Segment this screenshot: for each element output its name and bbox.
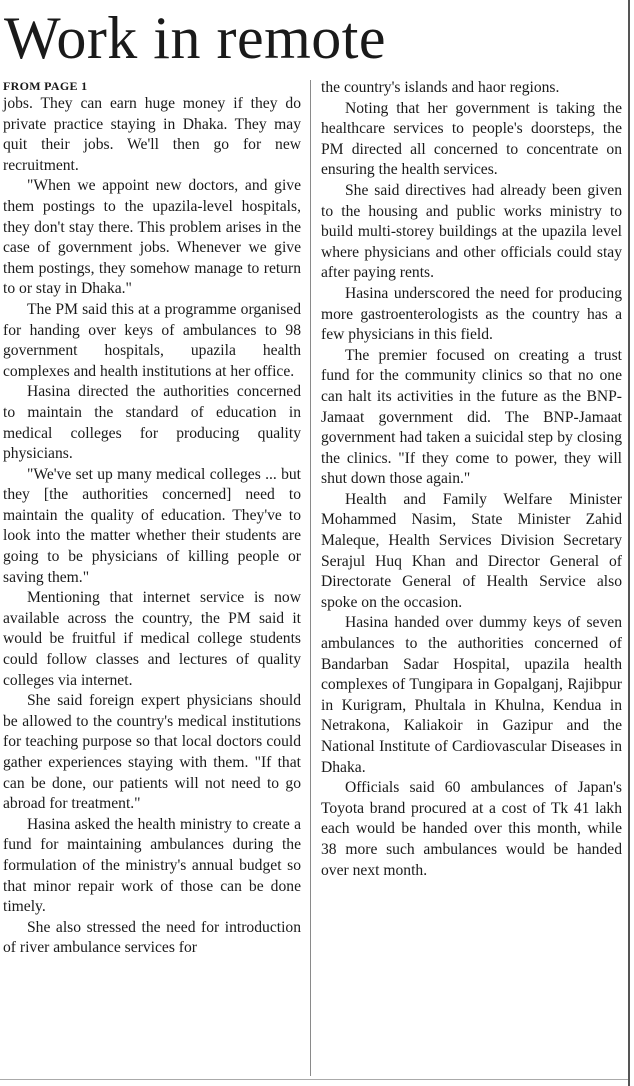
article-paragraph: Hasina handed over dummy keys of seven ambulances to the authorities concerned of Bandarban Sadar Hospital, upazila health complexes of Tungipara in Gopalganj, Rajibpur in Kurigram, Phultala in Khulna, Kendua in Netrakona, Kaliakoir in Gazipur and the National Institute of Cardiovascular Diseases in Dhaka. xyxy=(321,614,622,776)
article-paragraph: She said foreign expert physicians should be allowed to the country's medical institutions for teaching purpose so that local doctors could gather experiences staying with them. "If that can be done, our patients will not need to go abroad for treatment." xyxy=(3,692,301,813)
article-paragraph: Mentioning that internet service is now available across the country, the PM said it would be fruitful if medical college students could follow classes and lectures of quality colleges via internet. xyxy=(3,589,301,689)
article-paragraph: She said directives had already been given to the housing and public works ministry to build multi-storey buildings at the upazila level where physicians and other officials could stay after paying rents. xyxy=(321,181,622,282)
headline: Work in remote xyxy=(4,5,387,71)
article-paragraph: The PM said this at a programme organised for handing over keys of ambulances to 98 government hospitals, upazila health complexes and health institutions at her office. xyxy=(3,300,301,380)
article-paragraph: Noting that her government is taking the healthcare services to people's doorsteps, the PM directed all concerned to concentrate on ensuring the health services. xyxy=(321,99,622,179)
right-column xyxy=(321,78,622,881)
article-paragraph: Officials said 60 ambulances of Japan's Toyota brand procured at a cost of Tk 41 lakh each would be handed over this month, while 38 more such ambulances would be handed over next month. xyxy=(321,779,622,879)
bottom-rule xyxy=(0,1079,628,1080)
article-paragraph: Hasina underscored the need for producing more gastroenterologists as the country has a few physicians in this field. xyxy=(321,284,622,344)
right-edge-rule xyxy=(628,0,630,1086)
article-paragraph: The premier focused on creating a trust fund for the community clinics so that no one can halt its activities in the future as the BNP-Jamaat government did. The BNP-Jamaat government had taken a suicidal step by closing the clinics. "If they come to power, they will shut down those again." xyxy=(321,346,622,488)
article-paragraph: jobs. They can earn huge money if they do private practice staying in Dhaka. They may quit their jobs. We'll then go for new recruitment. xyxy=(3,95,301,174)
article-paragraph: "We've set up many medical colleges ... but they [the authorities concerned] need to maintain the quality of education. They've to look into the matter whether their students are going to be physicians of killing people or saving them." xyxy=(3,465,301,586)
article-paragraph: She also stressed the need for introduction of river ambulance services for xyxy=(3,918,301,957)
kicker-from-page: FROM PAGE 1 xyxy=(3,79,88,93)
article-paragraph: Hasina asked the health ministry to create a fund for maintaining ambulances during the formulation of the ministry's annual budget so that minor repair work of those can be done timely. xyxy=(3,815,301,916)
left-column xyxy=(3,78,301,959)
article-paragraph: Hasina directed the authorities concerned to maintain the standard of education in medical colleges for producing quality physicians. xyxy=(3,383,301,463)
article-paragraph: Health and Family Welfare Minister Mohammed Nasim, State Minister Zahid Maleque, Health Services Division Secretary Serajul Huq Khan and Director General of Directorate General of Health Service also spoke on the occasion. xyxy=(321,490,622,611)
article-paragraph: the country's islands and haor regions. xyxy=(321,79,560,96)
article-paragraph: "When we appoint new doctors, and give them postings to the upazila-level hospitals, they don't stay there. This problem arises in the case of government jobs. Whenever we give them postings, they somehow manage to return to or stay in Dhaka." xyxy=(3,177,301,298)
column-divider xyxy=(310,80,311,1076)
